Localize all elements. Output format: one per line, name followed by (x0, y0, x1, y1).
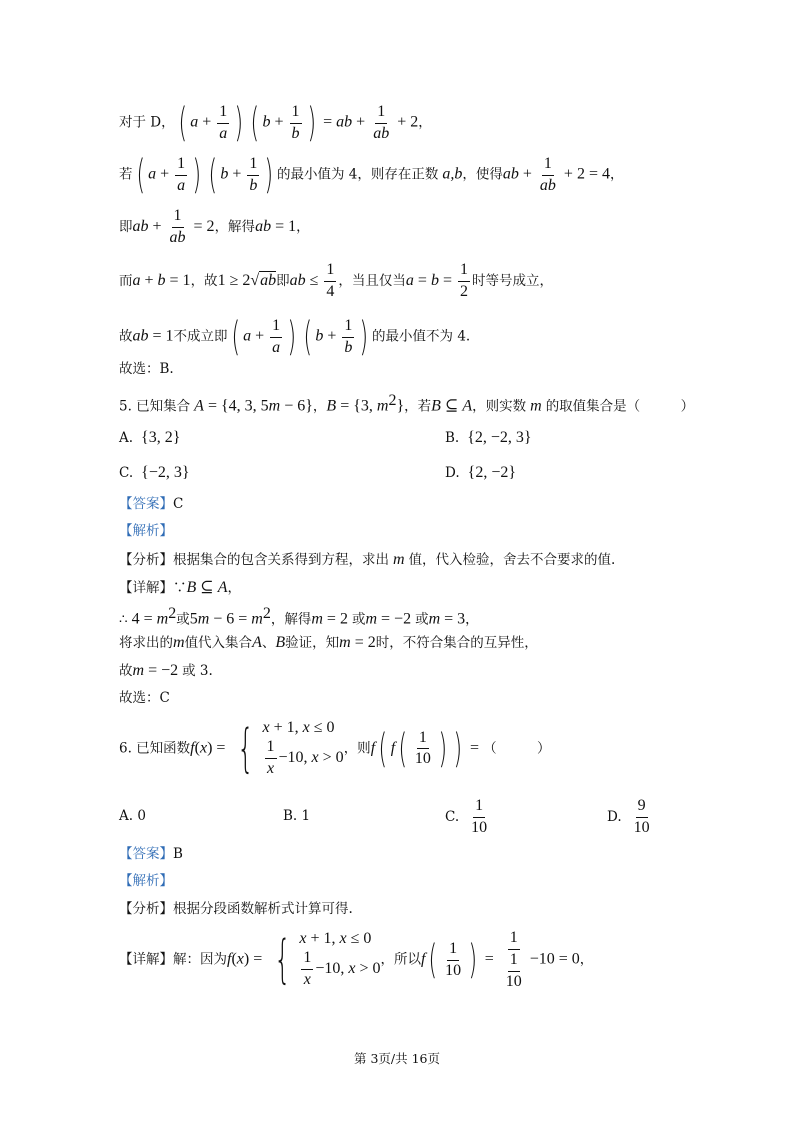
q6-option-d[interactable]: D. $\frac{9}{10}$ (607, 797, 650, 836)
q5-option-a[interactable]: A. {3, 2} (119, 429, 181, 446)
line-am-gm: 而a + b = 1，故1 ≥ 2√ab即ab ≤ $\frac{1}{4}$ ，当且仅当a = b = $\frac{1}{2}$ 时等号成立， (119, 261, 553, 300)
q6-answer: 【答案】B (119, 846, 183, 862)
q6-option-a[interactable]: A. 0 (119, 808, 146, 824)
q5-detail-4: 故m = −2 或 3. (119, 662, 213, 679)
q6-detail: 【详解】解：因为f(x) = { x + 1, x ≤ 0 $\frac{1}{x}$ −10, x > 0 ，所以f( $\frac{1}{10}$ ) = $\frac{1}{\frac{1}{10}}$ −10 = 0， (119, 929, 594, 991)
q5-detail-3: 将求出的m值代入集合A、B验证，知m = 2时，不符合集合的互异性， (119, 634, 538, 651)
q5-detail-1: 【详解】∵B ⊆ A， (119, 579, 241, 596)
line-conclusion-d: 故ab = 1不成立即( a + $\frac{1}{a}$ ) ( b + $\frac{1}{b}$ ) 的最小值不为 4. (119, 314, 471, 360)
q5-stem: 5. 已知集合 A = {4, 3, 5m − 6}，B = {3, $m^2$}，若B ⊆ A，则实数 m 的取值集合是（ ） (119, 392, 695, 415)
q6-fenxi: 【分析】根据分段函数解析式计算可得. (119, 901, 353, 917)
q6-analysis-tag: 【解析】 (119, 873, 173, 889)
line-min-value-4: 若( a + $\frac{1}{a}$ ) ( b + $\frac{1}{b}$ ) 的最小值为 4，则存在正数 a,b，使得ab + $\frac{1}{ab}$ + 2 = 4， (119, 152, 624, 198)
line-d-expansion: 对于 D，( a + $\frac{1}{a}$ ) ( b + $\frac{1}{b}$ ) = ab + $\frac{1}{ab}$ + 2， (119, 100, 432, 146)
q5-analysis-tag: 【解析】 (119, 523, 173, 539)
q5-choose: 故选：C (119, 690, 170, 706)
line-choose-b: 故选：B. (119, 361, 174, 377)
q5-option-c[interactable]: C. {−2, 3} (119, 464, 190, 481)
q5-option-b[interactable]: B. {2, −2, 3} (445, 429, 532, 446)
q6-option-c[interactable]: C. $\frac{1}{10}$ (445, 797, 488, 836)
q5-fenxi: 【分析】根据集合的包含关系得到方程，求出 m 值，代入检验，舍去不合要求的值. (119, 551, 616, 568)
q5-answer: 【答案】C (119, 496, 184, 512)
answer-tag: 【答案】 (119, 496, 173, 512)
q6-option-b[interactable]: B. 1 (283, 808, 311, 824)
q5-option-d[interactable]: D. {2, −2} (445, 464, 517, 481)
q5-detail-2: ∴ $4 = m^2$或$5m - 6 = m^2$，解得m = 2 或m = −2 或m = 3， (119, 605, 479, 628)
line-ab-plus-inverse: 即ab + $\frac{1}{ab}$ = 2，解得ab = 1， (119, 207, 310, 246)
page-footer: 第 3页/共 16页 (353, 1051, 441, 1066)
q6-stem: 6. 已知函数f(x) = { x + 1, x ≤ 0 $\frac{1}{x}$ −10, x > 0 ，则f( f( $\frac{1}{10}$ ) ) = （ ） (119, 718, 551, 779)
